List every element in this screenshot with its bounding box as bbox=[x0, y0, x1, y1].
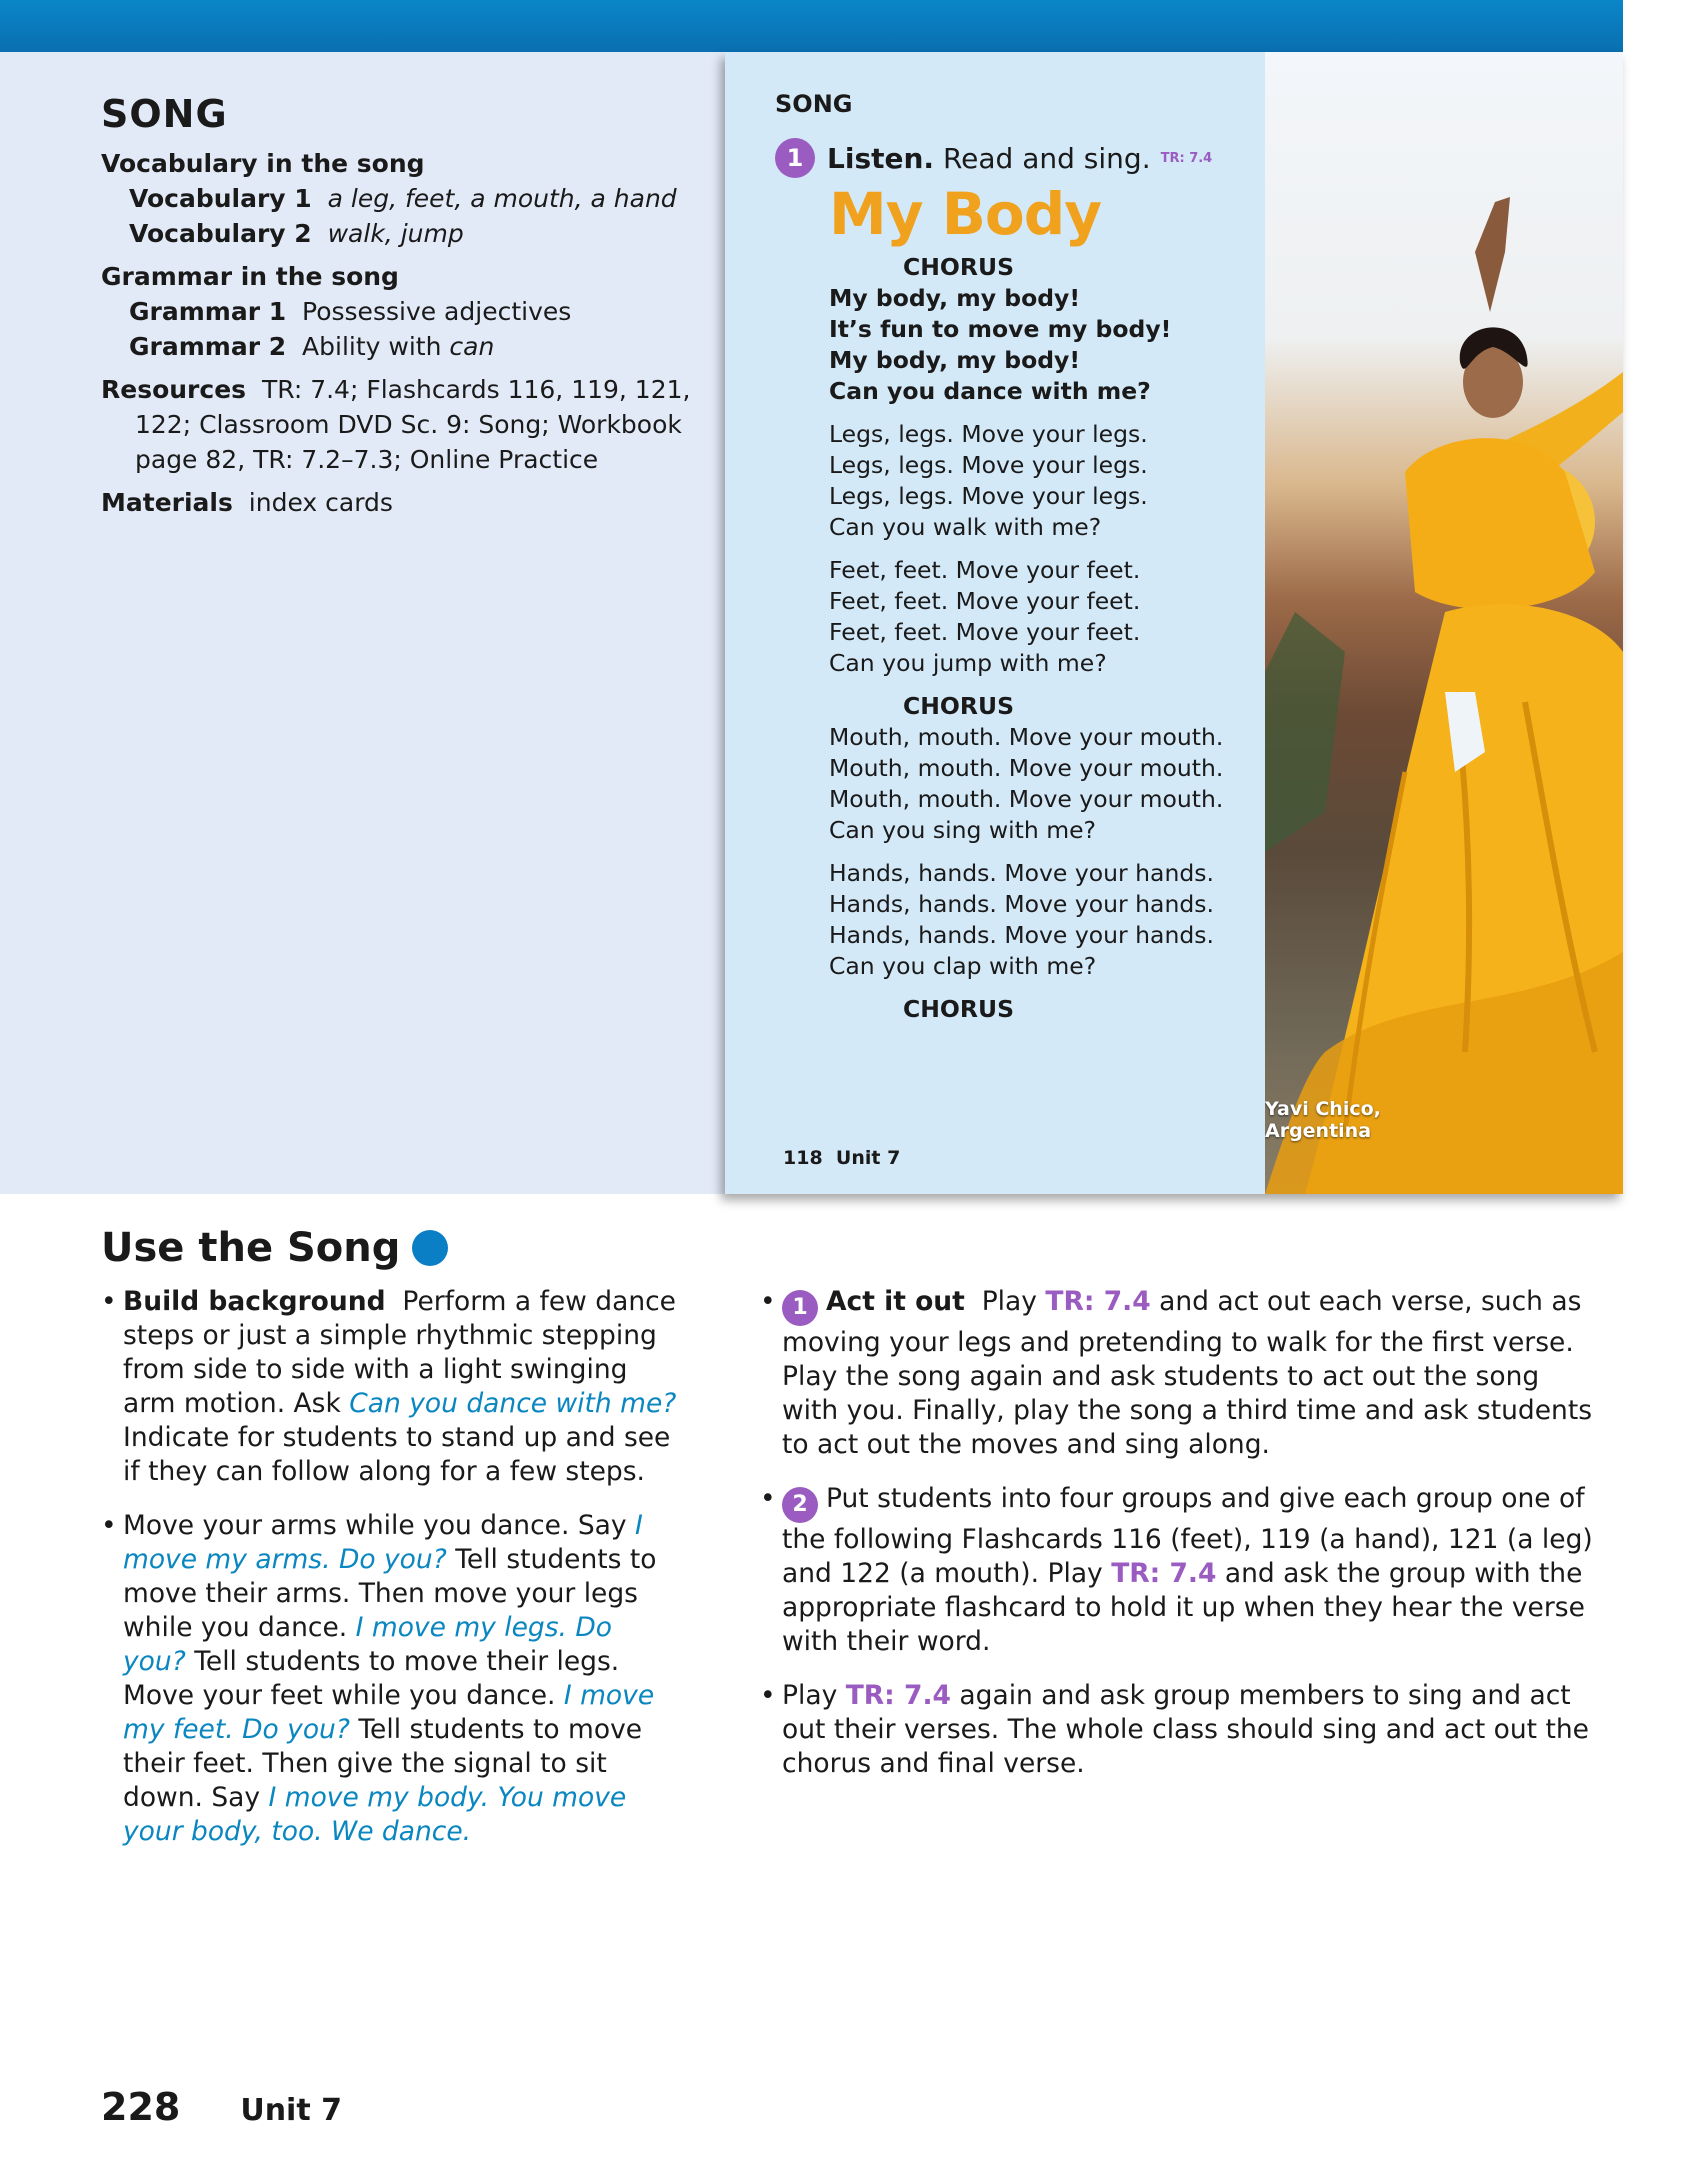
teacher-prompt: I move my feet. Do you? bbox=[123, 1680, 655, 1745]
step-badge: 2 bbox=[782, 1487, 818, 1523]
vocab1-items: a leg, feet, a mouth, a hand bbox=[327, 184, 677, 213]
instruction-text: Play bbox=[981, 1286, 1037, 1317]
vocab2-label: Vocabulary 2 bbox=[129, 219, 312, 248]
lyric-line: Can you jump with me? bbox=[829, 649, 1107, 677]
materials-row bbox=[101, 485, 711, 520]
chorus-label: CHORUS bbox=[903, 253, 1014, 281]
grammar1-label: Grammar 1 bbox=[129, 297, 287, 326]
dancer-illustration bbox=[1265, 52, 1623, 1194]
use-song-title bbox=[101, 1225, 448, 1271]
lyric-line: Legs, legs. Move your legs. bbox=[829, 451, 1148, 479]
use-song-heading: Use the Song bbox=[101, 1225, 401, 1271]
chorus-line: My body, my body! bbox=[829, 346, 1081, 374]
teacher-prompt: Can you dance with me? bbox=[349, 1388, 677, 1419]
teacher-prompt: I move my legs. Do you? bbox=[123, 1612, 612, 1677]
resources-text: TR: 7.4; Flashcards 116, 119, 121, 122; Classroom DVD Sc. 9: Song; Workbook page 82, TR: 7.2–7.3; Online Practice bbox=[135, 375, 691, 474]
lyric-line: Hands, hands. Move your hands. bbox=[829, 859, 1214, 887]
instruction-text: and act out each verse, such as moving your legs and pretending to walk for the first verse. Play the song again and ask students to act out the song with you. Finally, play the song a third time and ask students to act out the moves and sing along. bbox=[782, 1286, 1593, 1460]
blue-dot-icon bbox=[412, 1230, 448, 1266]
chorus-line: My body, my body! bbox=[829, 284, 1081, 312]
student-page-footer bbox=[783, 1147, 900, 1169]
lyric-line: Can you sing with me? bbox=[829, 816, 1097, 844]
verse-mouth bbox=[829, 722, 1259, 846]
track-tag: TR: 7.4 bbox=[1160, 150, 1213, 166]
instruction-text: Move your arms while you dance. Say bbox=[123, 1510, 627, 1541]
student-page-number: 118 bbox=[783, 1147, 823, 1169]
instruction-bullet bbox=[760, 1679, 1600, 1781]
student-page-label: SONG bbox=[775, 90, 853, 118]
lyric-line: Hands, hands. Move your hands. bbox=[829, 921, 1214, 949]
grammar1-text: Possessive adjectives bbox=[302, 297, 572, 326]
vocab2-row bbox=[101, 216, 711, 251]
lyric-line: Feet, feet. Move your feet. bbox=[829, 618, 1141, 646]
unit-label: Unit 7 bbox=[240, 2093, 342, 2128]
lyric-line: Can you walk with me? bbox=[829, 513, 1102, 541]
instruction-text: Indicate for students to stand up and see if they can follow along for a few steps. bbox=[123, 1422, 671, 1487]
grammar2-label: Grammar 2 bbox=[129, 332, 287, 361]
song-lyrics bbox=[829, 252, 1259, 1025]
grammar2-italic: can bbox=[449, 332, 495, 361]
lyric-line: Can you clap with me? bbox=[829, 952, 1097, 980]
track-reference: TR: 7.4 bbox=[845, 1680, 951, 1711]
instruction-bullet bbox=[101, 1509, 681, 1849]
instruction-text: and ask the group with the appropriate flashcard to hold it up when they hear the verse with their word. bbox=[782, 1558, 1585, 1657]
dancer-photo bbox=[1265, 52, 1623, 1194]
song-info-list bbox=[101, 146, 711, 528]
left-instruction-column bbox=[101, 1285, 681, 1869]
photo-caption: Yavi Chico, Argentina bbox=[1265, 1098, 1381, 1142]
lyric-line: Mouth, mouth. Move your mouth. bbox=[829, 754, 1224, 782]
verse-legs bbox=[829, 419, 1259, 543]
grammar1-row bbox=[101, 294, 711, 329]
chorus-line: It’s fun to move my body! bbox=[829, 315, 1172, 343]
vocab1-label: Vocabulary 1 bbox=[129, 184, 312, 213]
chorus-label: CHORUS bbox=[903, 692, 1014, 720]
lyric-line: Legs, legs. Move your legs. bbox=[829, 482, 1148, 510]
chorus-line: Can you dance with me? bbox=[829, 377, 1151, 405]
student-page-unit: Unit 7 bbox=[835, 1147, 901, 1169]
vocab-heading: Vocabulary in the song bbox=[101, 149, 425, 178]
instruction-text: Tell students to move their arms. Then move your legs while you dance. bbox=[123, 1544, 657, 1643]
instruction-text: Tell students to move their feet. Then give the signal to sit down. Say bbox=[123, 1714, 643, 1813]
listen-instruction bbox=[775, 138, 1212, 178]
track-reference: TR: 7.4 bbox=[1111, 1558, 1217, 1589]
instruction-bullet bbox=[760, 1482, 1600, 1659]
grammar-group bbox=[101, 259, 711, 364]
lyric-line: Hands, hands. Move your hands. bbox=[829, 890, 1214, 918]
verse-hands bbox=[829, 858, 1259, 982]
track-reference: TR: 7.4 bbox=[1045, 1286, 1151, 1317]
grammar2-row bbox=[101, 329, 711, 364]
grammar2-text: Ability with bbox=[302, 332, 450, 361]
student-book-page bbox=[725, 52, 1623, 1194]
step-number-badge: 1 bbox=[775, 138, 815, 178]
teacher-prompt: I move my arms. Do you? bbox=[123, 1510, 643, 1575]
section-title: SONG bbox=[101, 92, 228, 136]
lyric-line: Feet, feet. Move your feet. bbox=[829, 587, 1141, 615]
grammar-heading: Grammar in the song bbox=[101, 262, 399, 291]
instruction-text: Perform a few dance steps or just a simple rhythmic stepping from side to side with a light swinging arm motion. Ask bbox=[123, 1286, 676, 1419]
vocab-group bbox=[101, 146, 711, 251]
materials-label: Materials bbox=[101, 488, 233, 517]
instruction-text: Put students into four groups and give each group one of the following Flashcards 116 (feet), 119 (a hand), 121 (a leg) and 122 (a mouth). Play bbox=[782, 1483, 1593, 1589]
act-it-out-label: Act it out bbox=[826, 1286, 965, 1317]
vocab2-items: walk, jump bbox=[327, 219, 464, 248]
top-color-bar bbox=[0, 0, 1623, 52]
materials-text: index cards bbox=[248, 488, 393, 517]
instruction-bullet bbox=[101, 1285, 681, 1489]
lyric-line: Mouth, mouth. Move your mouth. bbox=[829, 723, 1224, 751]
page-number: 228 bbox=[101, 2085, 181, 2129]
lyric-line: Mouth, mouth. Move your mouth. bbox=[829, 785, 1224, 813]
chorus-label: CHORUS bbox=[903, 995, 1014, 1023]
verse-feet bbox=[829, 555, 1259, 679]
lyric-line: Legs, legs. Move your legs. bbox=[829, 420, 1148, 448]
listen-bold: Listen. bbox=[827, 141, 935, 175]
instruction-text: again and ask group members to sing and act out their verses. The whole class should sing and act out the chorus and final verse. bbox=[782, 1680, 1589, 1779]
right-instruction-column bbox=[760, 1285, 1600, 1801]
listen-text: Read and sing. bbox=[942, 141, 1151, 175]
resources-row bbox=[101, 372, 711, 477]
build-background-label: Build background bbox=[123, 1286, 386, 1317]
page-footer bbox=[101, 2085, 342, 2129]
lyric-line: Feet, feet. Move your feet. bbox=[829, 556, 1141, 584]
step-badge: 1 bbox=[782, 1290, 818, 1326]
resources-label: Resources bbox=[101, 375, 247, 404]
teacher-prompt: I move my body. You move your body, too. We dance. bbox=[123, 1782, 627, 1847]
vocab1-row bbox=[101, 181, 711, 216]
instruction-text: Play bbox=[782, 1680, 838, 1711]
instruction-bullet bbox=[760, 1285, 1600, 1462]
instruction-text: Tell students to move their legs. Move your feet while you dance. bbox=[123, 1646, 620, 1711]
song-title: My Body bbox=[829, 180, 1102, 248]
